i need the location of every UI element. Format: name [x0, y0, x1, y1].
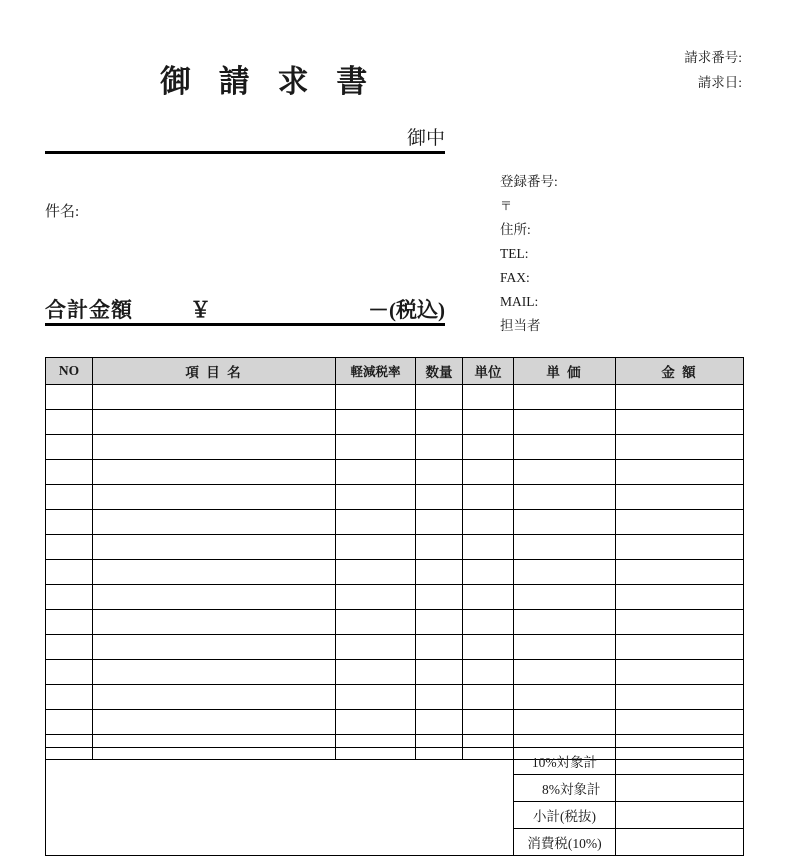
cell-item[interactable]	[93, 685, 336, 710]
subject-label: 件名:	[45, 204, 80, 220]
cell-unit[interactable]	[463, 435, 514, 460]
grand-total-amount: －(税込)	[368, 298, 445, 322]
cell-item[interactable]	[93, 435, 336, 460]
cell-unit-price[interactable]	[514, 385, 616, 410]
page-title: 御 請 求 書	[160, 64, 378, 99]
table-row[interactable]	[46, 635, 744, 660]
customer-honorific-label: 御中	[406, 128, 445, 149]
table-row[interactable]	[46, 535, 744, 560]
table-row[interactable]	[46, 460, 744, 485]
table-row[interactable]	[46, 410, 744, 435]
cell-unit-price[interactable]	[514, 410, 616, 435]
table-row[interactable]	[46, 660, 744, 685]
registration-number-label: 登録番号:	[500, 174, 558, 189]
cell-unit-price[interactable]	[514, 485, 616, 510]
contact-person-label: 担当者	[500, 318, 541, 333]
cell-reduced-tax-rate[interactable]	[336, 710, 416, 735]
line-items-body	[46, 385, 744, 760]
cell-no[interactable]	[46, 485, 93, 510]
cell-reduced-tax-rate[interactable]	[336, 685, 416, 710]
cell-amount[interactable]	[616, 585, 744, 610]
table-row[interactable]	[46, 435, 744, 460]
summary-value[interactable]	[616, 829, 744, 856]
cell-quantity[interactable]	[416, 610, 463, 635]
cell-item[interactable]	[93, 710, 336, 735]
summary-row	[46, 748, 744, 775]
cell-unit-price[interactable]	[514, 610, 616, 635]
cell-unit[interactable]	[463, 460, 514, 485]
cell-unit-price[interactable]	[514, 535, 616, 560]
cell-unit-price[interactable]	[514, 635, 616, 660]
currency-symbol: ￥	[190, 298, 211, 322]
cell-unit-price[interactable]	[514, 685, 616, 710]
cell-unit-price[interactable]	[514, 560, 616, 585]
cell-reduced-tax-rate[interactable]	[336, 535, 416, 560]
postal-code-icon: 〒	[500, 199, 512, 213]
cell-unit[interactable]	[463, 685, 514, 710]
cell-amount[interactable]	[616, 560, 744, 585]
column-header-amount: 金 額	[616, 358, 744, 385]
cell-item[interactable]	[93, 535, 336, 560]
cell-no[interactable]	[46, 460, 93, 485]
cell-quantity[interactable]	[416, 385, 463, 410]
cell-quantity[interactable]	[416, 560, 463, 585]
invoice-meta-block	[482, 45, 742, 95]
cell-no[interactable]	[46, 610, 93, 635]
customer-underline	[45, 151, 445, 154]
table-row[interactable]	[46, 610, 744, 635]
cell-reduced-tax-rate[interactable]	[336, 435, 416, 460]
cell-reduced-tax-rate[interactable]	[336, 485, 416, 510]
cell-amount[interactable]	[616, 685, 744, 710]
cell-unit[interactable]	[463, 485, 514, 510]
table-header-row	[46, 358, 744, 385]
cell-reduced-tax-rate[interactable]	[336, 585, 416, 610]
summary-label: 10%対象計	[514, 748, 616, 775]
cell-amount[interactable]	[616, 710, 744, 735]
column-header-reduced-tax-rate: 軽減税率	[336, 358, 416, 385]
table-row[interactable]	[46, 710, 744, 735]
cell-item[interactable]	[93, 385, 336, 410]
table-row[interactable]	[46, 485, 744, 510]
cell-no[interactable]	[46, 560, 93, 585]
grand-total-label: 合計金額	[45, 298, 133, 322]
mail-label: MAIL:	[500, 294, 539, 309]
cell-quantity[interactable]	[416, 510, 463, 535]
cell-item[interactable]	[93, 610, 336, 635]
cell-no[interactable]	[46, 710, 93, 735]
cell-item[interactable]	[93, 635, 336, 660]
cell-amount[interactable]	[616, 510, 744, 535]
cell-unit[interactable]	[463, 560, 514, 585]
table-row[interactable]	[46, 510, 744, 535]
invoice-date-label: 請求日:	[697, 75, 742, 90]
summary-label: 消費税(10%)	[514, 829, 616, 856]
cell-quantity[interactable]	[416, 485, 463, 510]
cell-unit-price[interactable]	[514, 510, 616, 535]
cell-quantity[interactable]	[416, 710, 463, 735]
issuer-company-block	[500, 170, 750, 338]
cell-no[interactable]	[46, 660, 93, 685]
cell-amount[interactable]	[616, 535, 744, 560]
cell-unit[interactable]	[463, 710, 514, 735]
cell-reduced-tax-rate[interactable]	[336, 460, 416, 485]
cell-quantity[interactable]	[416, 460, 463, 485]
cell-quantity[interactable]	[416, 410, 463, 435]
cell-quantity[interactable]	[416, 535, 463, 560]
cell-no[interactable]	[46, 685, 93, 710]
summary-table	[45, 747, 744, 856]
tel-label: TEL:	[500, 246, 529, 261]
table-row[interactable]	[46, 585, 744, 610]
cell-amount[interactable]	[616, 635, 744, 660]
cell-unit-price[interactable]	[514, 660, 616, 685]
cell-unit[interactable]	[463, 385, 514, 410]
cell-unit-price[interactable]	[514, 585, 616, 610]
cell-reduced-tax-rate[interactable]	[336, 635, 416, 660]
cell-item[interactable]	[93, 585, 336, 610]
cell-unit-price[interactable]	[514, 460, 616, 485]
cell-no[interactable]	[46, 535, 93, 560]
summary-value[interactable]	[616, 775, 744, 802]
cell-unit[interactable]	[463, 635, 514, 660]
cell-item[interactable]	[93, 510, 336, 535]
cell-amount[interactable]	[616, 410, 744, 435]
cell-amount[interactable]	[616, 435, 744, 460]
cell-reduced-tax-rate[interactable]	[336, 510, 416, 535]
cell-no[interactable]	[46, 385, 93, 410]
cell-no[interactable]	[46, 435, 93, 460]
cell-unit[interactable]	[463, 660, 514, 685]
cell-item[interactable]	[93, 410, 336, 435]
cell-amount[interactable]	[616, 485, 744, 510]
column-header-quantity: 数量	[416, 358, 463, 385]
summary-value[interactable]	[616, 802, 744, 829]
cell-unit[interactable]	[463, 535, 514, 560]
cell-no[interactable]	[46, 510, 93, 535]
table-row[interactable]	[46, 560, 744, 585]
column-header-unit: 単位	[463, 358, 514, 385]
cell-item[interactable]	[93, 485, 336, 510]
column-header-unit-price: 単 価	[514, 358, 616, 385]
cell-no[interactable]	[46, 585, 93, 610]
cell-no[interactable]	[46, 410, 93, 435]
notes-area[interactable]	[46, 748, 514, 856]
cell-reduced-tax-rate[interactable]	[336, 385, 416, 410]
cell-item[interactable]	[93, 460, 336, 485]
address-label: 住所:	[500, 222, 531, 237]
cell-quantity[interactable]	[416, 660, 463, 685]
cell-amount[interactable]	[616, 660, 744, 685]
cell-item[interactable]	[93, 660, 336, 685]
cell-quantity[interactable]	[416, 585, 463, 610]
summary-body	[46, 748, 744, 856]
invoice-number-label: 請求番号:	[684, 50, 742, 65]
cell-unit[interactable]	[463, 585, 514, 610]
table-row[interactable]	[46, 685, 744, 710]
cell-unit[interactable]	[463, 410, 514, 435]
cell-quantity[interactable]	[416, 685, 463, 710]
column-header-no: NO	[46, 358, 93, 385]
cell-unit[interactable]	[463, 510, 514, 535]
cell-unit-price[interactable]	[514, 435, 616, 460]
fax-label: FAX:	[500, 270, 530, 285]
cell-unit-price[interactable]	[514, 710, 616, 735]
summary-value[interactable]	[616, 748, 744, 775]
line-items-table	[45, 357, 744, 760]
cell-quantity[interactable]	[416, 435, 463, 460]
cell-reduced-tax-rate[interactable]	[336, 410, 416, 435]
column-header-item: 項 目 名	[93, 358, 336, 385]
cell-quantity[interactable]	[416, 635, 463, 660]
cell-reduced-tax-rate[interactable]	[336, 560, 416, 585]
cell-no[interactable]	[46, 635, 93, 660]
grand-total-underline	[45, 323, 445, 326]
cell-amount[interactable]	[616, 610, 744, 635]
cell-reduced-tax-rate[interactable]	[336, 610, 416, 635]
table-row[interactable]	[46, 385, 744, 410]
customer-name-row[interactable]	[45, 126, 445, 154]
summary-label: 小計(税抜)	[514, 802, 616, 829]
cell-amount[interactable]	[616, 385, 744, 410]
cell-item[interactable]	[93, 560, 336, 585]
grand-total-row	[45, 294, 445, 324]
cell-reduced-tax-rate[interactable]	[336, 660, 416, 685]
cell-unit[interactable]	[463, 610, 514, 635]
summary-label: 8%対象計	[514, 775, 616, 802]
cell-amount[interactable]	[616, 460, 744, 485]
